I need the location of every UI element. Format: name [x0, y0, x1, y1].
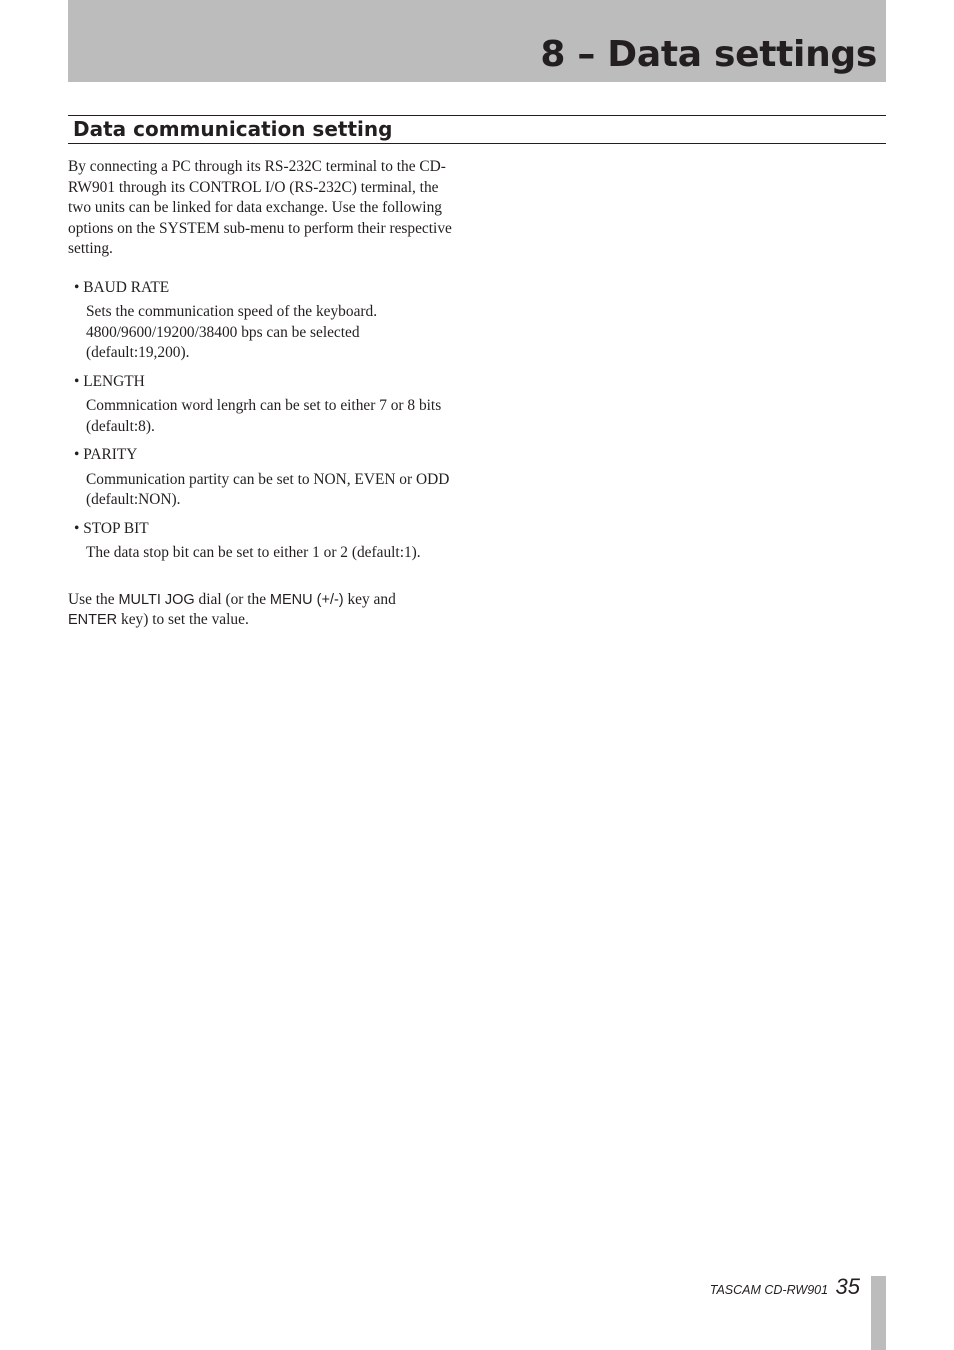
page-edge-tab — [871, 1276, 886, 1350]
outro-text: key and — [343, 590, 396, 608]
outro-paragraph — [68, 590, 460, 631]
enter-key-keyword: ENTER — [68, 612, 118, 628]
outro-text: dial (or the — [194, 590, 270, 608]
option-label: • BAUD RATE — [74, 278, 170, 296]
page-footer — [710, 1274, 860, 1300]
option-description: Commnication word lengrh can be set to either 7 or 8 bits (default:8). — [86, 397, 442, 435]
option-description: Sets the communication speed of the keyboard. 4800/9600/19200/38400 bps can be selected (default:19,200). — [86, 303, 378, 361]
menu-key-keyword: MENU (+/-) — [269, 591, 344, 608]
intro-paragraph: By connecting a PC through its RS-232C terminal to the CD-RW901 through its CONTROL I/O (RS-232C) terminal, the two units can be linked for data exchange. Use the following options on the SYSTEM sub-menu to perform their respective setting. — [68, 158, 452, 257]
option-length — [68, 372, 460, 438]
outro-text: key) to set the value. — [117, 611, 249, 628]
section-title: Data communication setting — [73, 117, 393, 141]
footer-brand: TASCAM CD-RW901 — [709, 1283, 829, 1297]
option-description: The data stop bit can be set to either 1 or 2 (default:1). — [86, 544, 421, 561]
option-description: Communication partity can be set to NON, EVEN or ODD (default:NON). — [86, 470, 450, 508]
body-column — [68, 157, 460, 631]
option-label: • PARITY — [74, 446, 138, 463]
chapter-header-bar — [68, 0, 886, 82]
page-number: 35 — [835, 1274, 860, 1299]
section-rule-bottom — [68, 143, 886, 144]
option-stop-bit — [68, 519, 460, 564]
option-label: • STOP BIT — [74, 519, 149, 537]
chapter-title: 8 – Data settings — [540, 34, 877, 75]
outro-text: Use the — [68, 590, 119, 608]
option-label: • LENGTH — [74, 372, 145, 390]
multi-jog-keyword: MULTI JOG — [118, 591, 195, 608]
option-parity — [68, 445, 460, 511]
option-baud-rate — [68, 278, 460, 364]
